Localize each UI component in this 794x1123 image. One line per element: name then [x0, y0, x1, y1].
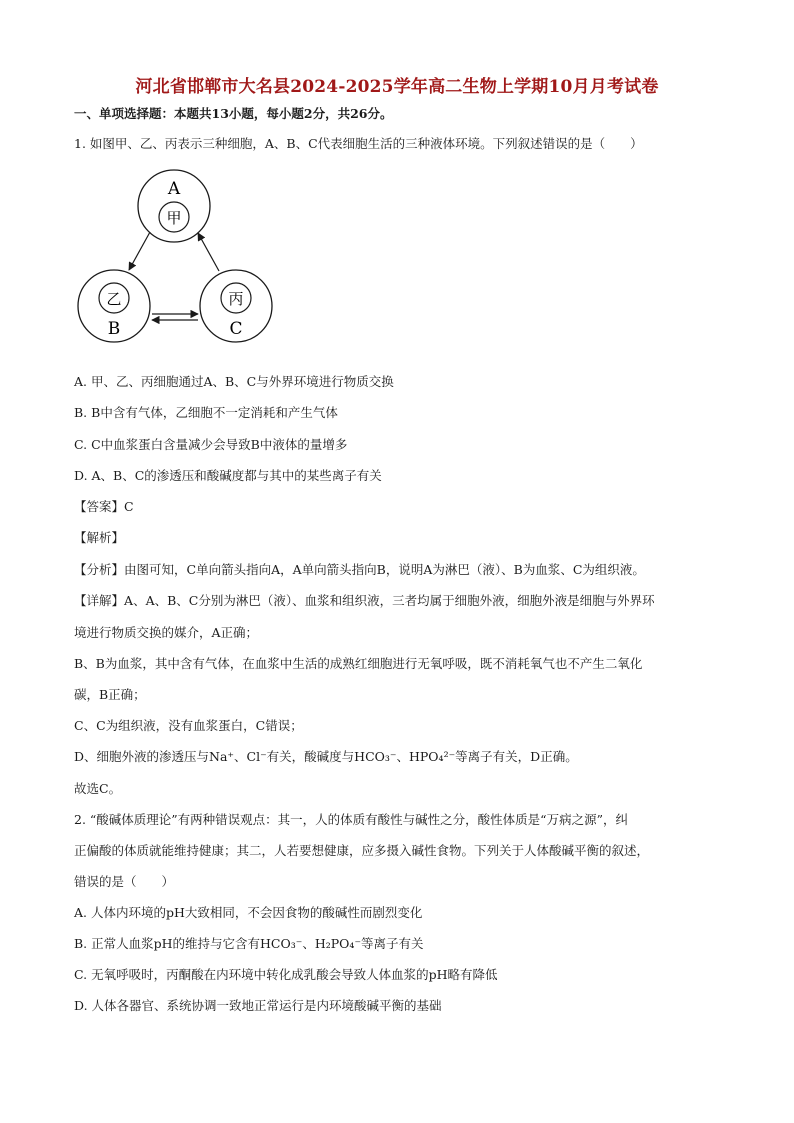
q1-option-d: D. A、B、C的渗透压和酸碱度都与其中的某些离子有关 — [74, 468, 382, 483]
fenxi-line: 【分析】由图可知，C单向箭头指向A，A单向箭头指向B，说明A为淋巴（液）、B为血浆、C为组织液。 — [74, 562, 645, 577]
arrow-a-to-b — [129, 232, 150, 270]
arrow-c-to-a — [198, 233, 219, 271]
xiangjie-tag: 详解 — [86, 593, 112, 608]
label-yi: 乙 — [106, 290, 122, 308]
xiangjie-line-2: 境进行物质交换的媒介，A正确； — [74, 625, 259, 640]
conclusion: 故选C。 — [74, 781, 122, 796]
xiangjie-line-1: 【详解】A、A、B、C分别为淋巴（液）、血浆和组织液，三者均属于细胞外液，细胞外液是细胞与外界环 — [74, 593, 655, 608]
answer-tag: 答案 — [86, 499, 112, 514]
q2-option-d: D. 人体各器官、系统协调一致地正常运行是内环境酸碱平衡的基础 — [74, 998, 442, 1013]
xiangjie-text-1: A、A、B、C分别为淋巴（液）、血浆和组织液，三者均属于细胞外液，细胞外液是细胞与外界环 — [124, 593, 655, 608]
label-bing: 丙 — [228, 290, 244, 308]
section-heading: 一、单项选择题：本题共13小题，每小题2分，共26分。 — [74, 106, 393, 121]
q1-option-c: C. C中血浆蛋白含量减少会导致B中液体的量增多 — [74, 437, 348, 452]
explain-b-1: B、B为血浆，其中含有气体，在血浆中生活的成熟红细胞进行无氧呼吸，既不消耗氧气也不产生二氧化 — [74, 656, 643, 671]
page-title: 河北省邯郸市大名县2024-2025学年高二生物上学期10月月考试卷 — [135, 77, 659, 97]
question-2-stem-1: 2. “酸碱体质理论”有两种错误观点：其一，人的体质有酸性与碱性之分，酸性体质是“万病之源”，纠 — [74, 812, 628, 827]
question-2-stem-2: 正偏酸的体质就能维持健康；其二，人若要想健康，应多摄入碱性食物。下列关于人体酸碱平衡的叙述， — [74, 843, 650, 858]
fenxi-text: 由图可知，C单向箭头指向A，A单向箭头指向B，说明A为淋巴（液）、B为血浆、C为组织液。 — [124, 562, 645, 577]
analysis-tag: 解析 — [86, 530, 112, 545]
label-jia: 甲 — [166, 209, 182, 227]
q1-option-b: B. B中含有气体，乙细胞不一定消耗和产生气体 — [74, 405, 338, 420]
q2-option-b: B. 正常人血浆pH的维持与它含有HCO₃⁻、H₂PO₄⁻等离子有关 — [74, 936, 424, 951]
fenxi-tag: 分析 — [86, 562, 112, 577]
q1-option-a: A. 甲、乙、丙细胞通过A、B、C与外界环境进行物质交换 — [74, 374, 394, 389]
explain-d: D、细胞外液的渗透压与Na⁺、Cl⁻有关，酸碱度与HCO₃⁻、HPO₄²⁻等离子有关，D正确。 — [74, 749, 578, 764]
q2-option-a: A. 人体内环境的pH大致相同，不会因食物的酸碱性而剧烈变化 — [74, 905, 423, 920]
answer-line: 【答案】C — [74, 499, 134, 514]
q2-option-c: C. 无氧呼吸时，丙酮酸在内环境中转化成乳酸会导致人体血浆的pH略有降低 — [74, 967, 498, 982]
explain-c: C、C为组织液，没有血浆蛋白，C错误； — [74, 718, 303, 733]
answer-value: C — [124, 499, 134, 514]
label-b: B — [107, 319, 121, 339]
cell-environment-diagram — [74, 166, 284, 356]
question-2-stem-3: 错误的是（ ） — [74, 874, 175, 889]
label-a: A — [167, 179, 181, 199]
label-c: C — [229, 319, 243, 339]
question-1-stem: 1. 如图甲、乙、丙表示三种细胞，A、B、C代表细胞生活的三种液体环境。下列叙述错误的是（ ） — [74, 136, 643, 151]
explain-b-2: 碳，B正确； — [74, 687, 146, 702]
analysis-heading: 【解析】 — [74, 530, 125, 545]
